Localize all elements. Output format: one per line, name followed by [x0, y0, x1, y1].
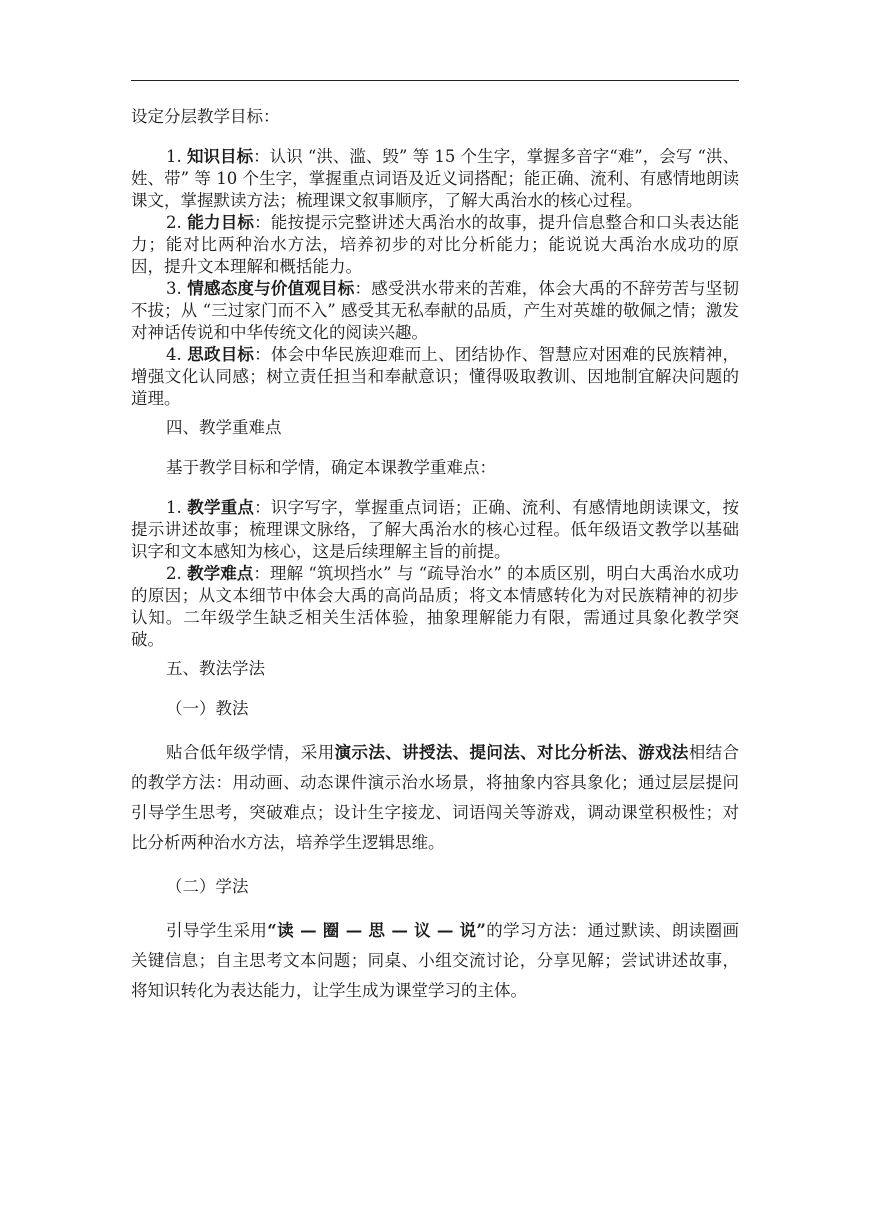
point-label: 教学难点 [187, 564, 254, 583]
goal-text: ：感受洪水带来的苦难，体会大禹的不辞劳苦与坚韧不拔；从 “三过家门而不入” 感受其无私奉献的品质，产生对英雄的敬佩之情；激发对神话传说和中华传统文化的阅读兴趣。 [131, 279, 740, 342]
section-heading-4: 四、教学重难点 [166, 418, 282, 437]
goal-text: ：体会中华民族迎难而上、团结协作、智慧应对困难的民族精神，增强文化认同感；树立责任担当和奉献意识；懂得吸取教训、因地制宜解决问题的道理。 [131, 345, 740, 408]
teaching-methods-list: 演示法、讲授法、提问法、对比分析法、游戏法 [334, 743, 689, 762]
header-rule [131, 80, 739, 81]
point-text: ：理解 “筑坝挡水” 与 “疏导治水” 的本质区别，明白大禹治水成功的原因；从文本细节中体会大禹的高尚品质；将文本情感转化为对民族精神的初步认知。二年级学生缺乏相关生活体验，抽象理解能力有限，需通过具象化教学突破。 [131, 564, 739, 649]
goal-emotion [131, 278, 739, 344]
key-point-focus [131, 497, 739, 563]
goal-number: 2. [166, 213, 182, 232]
subheading-teaching-methods: （一）教法 [166, 699, 249, 718]
section-heading-5: 五、教法学法 [166, 659, 265, 678]
goal-knowledge [131, 146, 739, 212]
goal-ability [131, 212, 739, 278]
point-text: ：识字写字，掌握重点词语；正确、流利、有感情地朗读课文，按提示讲述故事；梳理课文脉络，了解大禹治水的核心过程。低年级语文教学以基础识字和文本感知为核心，这是后续理解主旨的前提。 [131, 498, 740, 561]
point-number: 1. [166, 498, 182, 517]
teaching-text-post: 相结合的教学方法：用动画、动态课件演示治水场景，将抽象内容具象化；通过层层提问引导学生思考，突破难点；设计生字接龙、词语闯关等游戏，调动课堂积极性；对比分析两种治水方法，培养学生逻辑思维。 [131, 743, 740, 852]
goal-number: 3. [166, 279, 182, 298]
goal-label: 知识目标 [187, 147, 254, 166]
goal-text: ：能按提示完整讲述大禹治水的故事，提升信息整合和口头表达能力；能对比两种治水方法，培养初步的对比分析能力；能说说大禹治水成功的原因，提升文本理解和概括能力。 [131, 213, 740, 276]
goal-ideology [131, 344, 739, 410]
goal-text: ：认识 “洪、滥、毁” 等 15 个生字，掌握多音字“难”，会写 “洪、姓、带” 等 10 个生字，掌握重点词语及近义词搭配；能正确、流利、有感情地朗读课文，掌握默读方法；梳理课文叙事顺序，了解大禹治水的核心过程。 [131, 147, 740, 210]
goal-label: 能力目标 [187, 213, 255, 232]
point-label: 教学重点 [187, 498, 255, 517]
subheading-learning-methods: （二）学法 [166, 877, 249, 896]
goal-label: 思政目标 [187, 345, 255, 364]
learning-text-pre: 引导学生采用 [166, 921, 268, 940]
document-body [131, 106, 739, 1006]
point-number: 2. [166, 564, 182, 583]
learning-methods-paragraph [131, 916, 739, 1006]
key-point-difficulty [131, 563, 739, 651]
teaching-methods-paragraph [131, 738, 739, 858]
learning-method-chain: “读 — 圈 — 思 — 议 — 说” [267, 921, 486, 940]
goal-number: 4. [166, 345, 182, 364]
goals-intro: 设定分层教学目标： [131, 107, 280, 126]
learning-text-post: 的学习方法：通过默读、朗读圈画关键信息；自主思考文本问题；同桌、小组交流讨论，分享见解；尝试讲述故事，将知识转化为表达能力，让学生成为课堂学习的主体。 [131, 921, 740, 1000]
goal-label: 情感态度与价值观目标 [187, 279, 355, 298]
section-4-intro: 基于教学目标和学情，确定本课教学重难点： [166, 458, 496, 477]
teaching-text-pre: 贴合低年级学情，采用 [166, 743, 335, 762]
goal-number: 1. [166, 147, 182, 166]
